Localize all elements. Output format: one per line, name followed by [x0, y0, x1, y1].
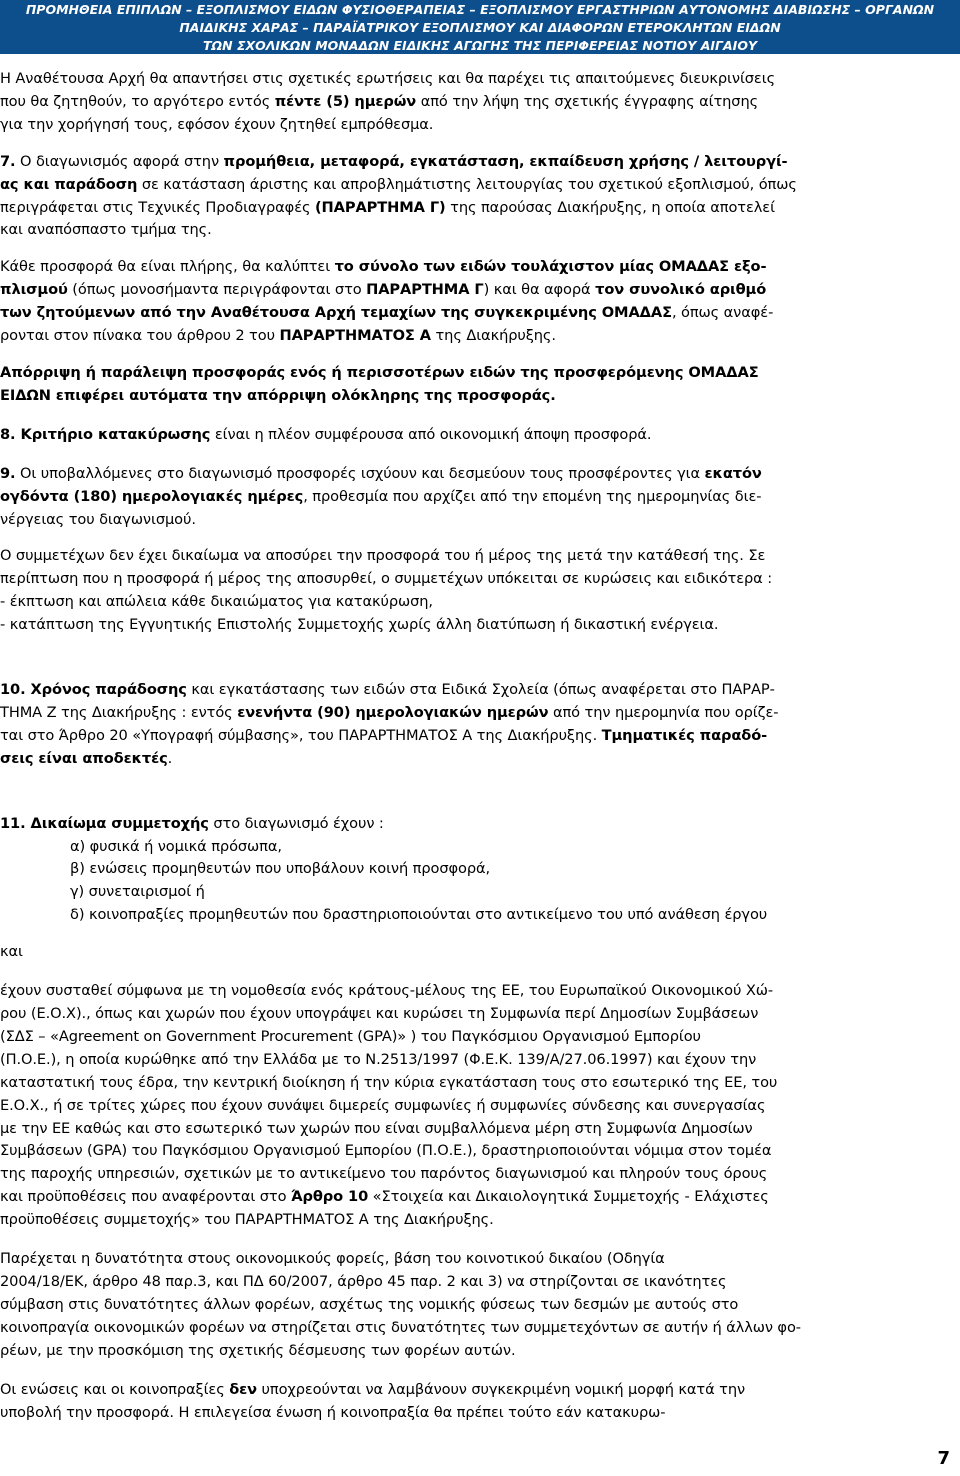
list-item: γ) συνεταιρισμοί ή [70, 883, 205, 901]
conjunction-text: και [0, 943, 23, 961]
section-10-paragraph: 10. Χρόνος παράδοσης και εγκατάστασης των ειδών στα Ειδικά Σχολεία (όπως αναφέρεται στο ΠΑΡΑΡ- ΤΗΜΑ Ζ της Διακήρυξης : εντός ενενήντα (90) ημερολογιακών ημερών από την ημερομηνία που ορίζε- ται στο Άρθρο 20 «Υπογραφή σύμβασης», του ΠΑΡΑΡΤΗΜΑΤΟΣ Α της Διακήρυξης. Τμηματικές παραδό- σεις είναι αποδεκτές. [0, 681, 779, 767]
offer-completeness-paragraph: Κάθε προσφορά θα είναι πλήρης, θα καλύπτει το σύνολο των ειδών τουλάχιστον μίας ΟΜΑΔΑΣ εξο- πλισμού (όπως μονοσήμαντα περιγράφονται στο ΠΑΡΑΡΤΗΜΑ Γ) και θα αφορά τον συνολικό αριθμό των ζητούμενων από την Αναθέτουσα Αρχή τεμαχίων της συγκεκριμένης ΟΜΑΔΑΣ, όπως αναφέ- ρονται στον πίνακα του άρθρου 2 του ΠΑΡΑΡΤΗΜΑΤΟΣ Α της Διακήρυξης. [0, 258, 774, 345]
list-item: δ) κοινοπραξίες προμηθευτών που δραστηριοποιούνται στο αντικείμενο του υπό ανάθεση έργου [70, 906, 768, 924]
intro-paragraph: Η Αναθέτουσα Αρχή θα απαντήσει στις σχετικές ερωτήσεις και θα παρέχει τις απαιτούμενες διευκρινίσεις που θα ζητηθούν, το αργότερο εντός πέντε (5) ημερών από την λήψη της σχετικής έγγραφης αίτησης για την χορήγησή τους, εφόσον έχουν ζητηθεί εμπρόθεσμα. [0, 70, 776, 133]
participant-list [0, 836, 960, 928]
document-header [0, 0, 960, 54]
section-11-paragraph: 11. Δικαίωμα συμμετοχής στο διαγωνισμό έχουν : [0, 814, 384, 832]
capacity-reliance-paragraph: Παρέχεται η δυνατότητα στους οικονομικούς φορείς, βάση του κοινοτικού δικαίου (Οδηγία 2004/18/ΕΚ, άρθρο 48 παρ.3, και ΠΔ 60/2007, άρθρο 45 παρ. 2 και 3) να στηρίζονται σε ικανότητες σύμβαση στις δυνατότητες άλλων φορέων, ασχέτως της νομικής φύσεως των δεσμών με αυτούς στο κοινοπραγία οικονομικών φορέων να στηρίζεται στις δυνατότητες των συμμετεχόντων σε αυτήν ή άλλων φο- ρέων, με την προσκόμιση της σχετικής δέσμευσης των φορέων αυτών. [0, 1250, 801, 1359]
section-7-paragraph: 7. Ο διαγωνισμός αφορά στην προμήθεια, μεταφορά, εγκατάσταση, εκπαίδευση χρήσης / λειτουργί- ας και παράδοση σε κατάσταση άριστης και απροβλημάτιστης λειτουργίας του σχετικού εξοπλισμού, όπως περιγράφεται στις Τεχνικές Προδιαγραφές (ΠΑΡΑΡΤΗΜΑ Γ) της παρούσας Διακήρυξης, η οποία αποτελεί και αναπόσπαστο τμήμα της. [0, 152, 797, 239]
page-number: 7 [937, 1448, 950, 1469]
header-line-2: ΠΑΙΔΙΚΗΣ ΧΑΡΑΣ – ΠΑΡΑΪΑΤΡΙΚΟΥ ΕΞΟΠΛΙΣΜΟΥ ΚΑΙ ΔΙΑΦΟΡΩΝ ΕΤΕΡΟΚΛΗΤΩΝ ΕΙΔΩΝ [179, 20, 781, 35]
document-body [0, 68, 960, 1424]
unions-paragraph: Οι ενώσεις και οι κοινοπραξίες δεν υποχρεούνται να λαμβάνουν συγκεκριμένη νομική μορφή κατά την υποβολή την προσφορά. Η επιλεγείσα ένωση ή κοινοπραξία θα πρέπει τούτο εάν κατακυρω- [0, 1380, 746, 1421]
list-item: β) ενώσεις προμηθευτών που υποβάλουν κοινή προσφορά, [70, 860, 491, 878]
rejection-paragraph: Απόρριψη ή παράλειψη προσφοράς ενός ή περισσοτέρων ειδών της προσφερόμενης ΟΜΑΔΑΣ ΕΙΔΩΝ επιφέρει αυτόματα την απόρριψη ολόκληρης της προσφοράς. [0, 363, 759, 404]
section-8-paragraph: 8. Κριτήριο κατακύρωσης είναι η πλέον συμφέρουσα από οικονομική άποψη προσφορά. [0, 425, 652, 443]
section-9-paragraph: 9. Οι υποβαλλόμενες στο διαγωνισμό προσφορές ισχύουν και δεσμεύουν τους προσφέροντες για εκατόν ογδόντα (180) ημερολογιακές ημέρες, προθεσμία που αρχίζει από την επομένη της ημερομηνίας διε- νέργειας του διαγωνισμού. [0, 464, 762, 528]
list-item: α) φυσικά ή νομικά πρόσωπα, [70, 837, 282, 855]
header-line-1: ΠΡΟΜΗΘΕΙΑ ΕΠΙΠΛΩΝ – ΕΞΟΠΛΙΣΜΟΥ ΕΙΔΩΝ ΦΥΣΙΟΘΕΡΑΠΕΙΑΣ – ΕΞΟΠΛΙΣΜΟΥ ΕΡΓΑΣΤΗΡΙΩΝ ΑΥΤΟΝΟΜΗΣ ΔΙΑΒΙΩΣΗΣ – ΟΡΓΑΝΩΝ [25, 2, 935, 17]
header-line-3: ΤΩΝ ΣΧΟΛΙΚΩΝ ΜΟΝΑΔΩΝ ΕΙΔΙΚΗΣ ΑΓΩΓΗΣ ΤΗΣ ΠΕΡΙΦΕΡΕΙΑΣ ΝΟΤΙΟΥ ΑΙΓΑΙΟΥ [202, 38, 758, 53]
establishment-paragraph: έχουν συσταθεί σύμφωνα με τη νομοθεσία ενός κράτους-μέλους της ΕΕ, του Ευρωπαϊκού Οικονομικού Χώ- ρου (Ε.Ο.Χ)., όπως και χωρών που έχουν υπογράψει και κυρώσει τη Συμφωνία περί Δημοσίων Συμβάσεων (ΣΔΣ – «Agreement on Government Procurement (GPA)» ) του Παγκόσμιου Οργανισμού Εμπορίου (Π.Ο.Ε.), η οποία κυρώθηκε από την Ελλάδα με το Ν.2513/1997 (Φ.Ε.Κ. 139/Α/27.06.1997) και έχουν την καταστατική τους έδρα, την κεντρική διοίκηση ή την κύρια εγκατάσταση τους στο εσωτερικό της ΕΕ, του Ε.Ο.Χ., ή σε τρίτες χώρες που έχουν συνάψει διμερείς συμφωνίες ή συμφωνίες σύνδεσης και συνεργασίας με την ΕΕ καθώς και στο εσωτερικό των χωρών που είναι συμβαλλόμενα μέρη στη Συμφωνία Δημοσίων Συμβάσεων (GPA) του Παγκόσμιου Οργανισμού Εμπορίου (Π.Ο.Ε.), δραστηριοποιούνται νόμιμα στον τομέα της παροχής υπηρεσιών, σχετικών με το αντικείμενο του παρόντος διαγωνισμού και πληρούν τους όρους και προϋποθέσεις που αναφέρονται στο Άρθρο 10 «Στοιχεία και Δικαιολογητικά Συμμετοχής - Ελάχιστες προϋποθέσεις συμμετοχής» του ΠΑΡΑΡΤΗΜΑΤΟΣ Α της Διακήρυξης. [0, 982, 778, 1229]
section-7-number: 7. [0, 152, 16, 170]
withdrawal-paragraph: Ο συμμετέχων δεν έχει δικαίωμα να αποσύρει την προσφορά του ή μέρος της μετά την κατάθεσή της. Σε περίπτωση που η προσφορά ή μέρος της αποσυρθεί, ο συμμετέχων υπόκειται σε κυρώσεις και ειδικότερα : - έκπτωση και απώλεια κάθε δικαιώματος για κατακύρωση, - κατάπτωση της Εγγυητικής Επιστολής Συμμετοχής χωρίς άλλη διατύπωση ή δικαστική ενέργεια. [0, 547, 773, 634]
